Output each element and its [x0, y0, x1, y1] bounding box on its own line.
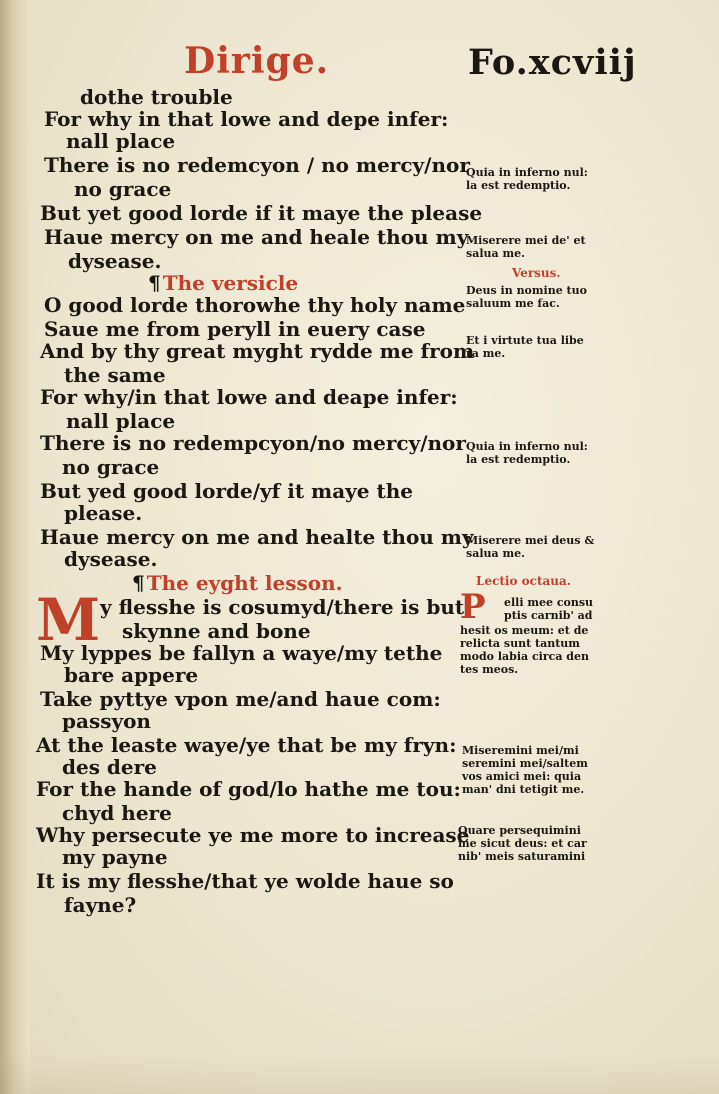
- verse-line: And by thy great myght rydde me from: [40, 339, 475, 363]
- verse-line: But yet good lorde if it maye the please: [40, 201, 483, 225]
- verse-line: dysease.: [68, 249, 162, 273]
- running-title: Dirige.: [184, 40, 330, 82]
- lesson-line: Why persecute ye me more to increase: [36, 823, 470, 847]
- verse-line: Haue mercy on me and healte thou my: [40, 525, 474, 549]
- verse-line: no grace: [74, 177, 172, 201]
- margin-note: modo labia circa den: [460, 650, 589, 663]
- margin-note: la est redemptio.: [466, 179, 571, 192]
- margin-note: Miserere mei de' et: [466, 234, 586, 247]
- verse-line: dothe trouble: [80, 85, 233, 109]
- verse-line: There is no redemcyon / no mercy/nor: [44, 153, 470, 177]
- lesson-line: My lyppes be fallyn a waye/my tethe: [40, 641, 443, 665]
- lesson-line: It is my flesshe/that ye wolde haue so: [36, 869, 454, 893]
- folio-number: Fo.xcviij: [468, 42, 637, 83]
- verse-line: nall place: [66, 129, 176, 153]
- lectio-label: Lectio octaua.: [476, 574, 571, 588]
- verse-line: nall place: [66, 409, 176, 433]
- lesson-line: des dere: [62, 755, 157, 779]
- versus-label: Versus.: [512, 266, 561, 280]
- margin-note: Quare persequimini: [458, 824, 581, 837]
- margin-note: vos amici mei: quia: [462, 770, 582, 783]
- margin-note: la est redemptio.: [466, 453, 571, 466]
- lesson-line: For the hande of god/lo hathe me tou:: [36, 777, 461, 801]
- drop-initial-m: M: [36, 586, 101, 654]
- lesson-heading: [132, 572, 343, 594]
- verse-line: There is no redempcyon/no mercy/nor: [40, 431, 466, 455]
- margin-note: ptis carnib' ad: [504, 609, 593, 622]
- margin-note: relicta sunt tantum: [460, 637, 580, 650]
- margin-note: salua me.: [466, 247, 525, 260]
- verse-line: O good lorde thorowhe thy holy name: [44, 293, 466, 317]
- margin-note: tes meos.: [460, 663, 519, 676]
- margin-note: ra me.: [466, 347, 506, 360]
- page-bottom-shade: [0, 1054, 719, 1094]
- margin-note: man' dni tetigit me.: [462, 783, 585, 796]
- verse-line: But yed good lorde/yf it maye the: [40, 479, 413, 503]
- verse-line: Saue me from peryll in euery case: [44, 317, 426, 341]
- margin-note: Miseremini mei/mi: [462, 744, 579, 757]
- lesson-heading-text: The eyght lesson.: [146, 571, 343, 595]
- margin-note: seremini mei/saltem: [462, 757, 588, 770]
- lesson-line: skynne and bone: [122, 619, 311, 643]
- verse-line: no grace: [62, 455, 160, 479]
- verse-line: For why/in that lowe and deape infer:: [40, 385, 458, 409]
- lesson-line: At the leaste waye/ye that be my fryn:: [36, 733, 457, 757]
- versicle-heading-text: The versicle: [162, 271, 299, 295]
- lesson-line: y flesshe is cosumyd/there is but: [100, 595, 465, 619]
- verse-line: For why in that lowe and depe infer:: [44, 107, 449, 131]
- lesson-line: chyd here: [62, 801, 172, 825]
- lesson-line: fayne?: [64, 893, 137, 917]
- pilcrow-icon: ¶: [148, 271, 161, 295]
- lesson-line: Take pyttye vpon me/and haue com:: [40, 687, 441, 711]
- margin-note: nib' meis saturamini: [458, 850, 586, 863]
- pilcrow-icon: ¶: [132, 571, 145, 595]
- binding-gutter: [0, 0, 30, 1094]
- margin-note: Quia in inferno nul:: [466, 166, 588, 179]
- margin-note: Et i virtute tua libe: [466, 334, 584, 347]
- lesson-line: passyon: [62, 709, 151, 733]
- margin-note: me sicut deus: et car: [458, 837, 587, 850]
- margin-note: salua me.: [466, 547, 525, 560]
- verse-line: please.: [64, 501, 143, 525]
- lesson-line: bare appere: [64, 663, 199, 687]
- margin-note: Miserere mei deus &: [466, 534, 595, 547]
- verse-line: dysease.: [64, 547, 158, 571]
- verse-line: Haue mercy on me and heale thou my: [44, 225, 469, 249]
- margin-drop-initial-p: P: [460, 587, 486, 627]
- verse-line: the same: [64, 363, 166, 387]
- margin-note: hesit os meum: et de: [460, 624, 589, 637]
- versicle-heading: [148, 272, 298, 294]
- lesson-line: my payne: [62, 845, 168, 869]
- margin-note: Quia in inferno nul:: [466, 440, 588, 453]
- margin-note: elli mee consu: [504, 596, 594, 609]
- margin-note: saluum me fac.: [466, 297, 560, 310]
- margin-note: Deus in nomine tuo: [466, 284, 587, 297]
